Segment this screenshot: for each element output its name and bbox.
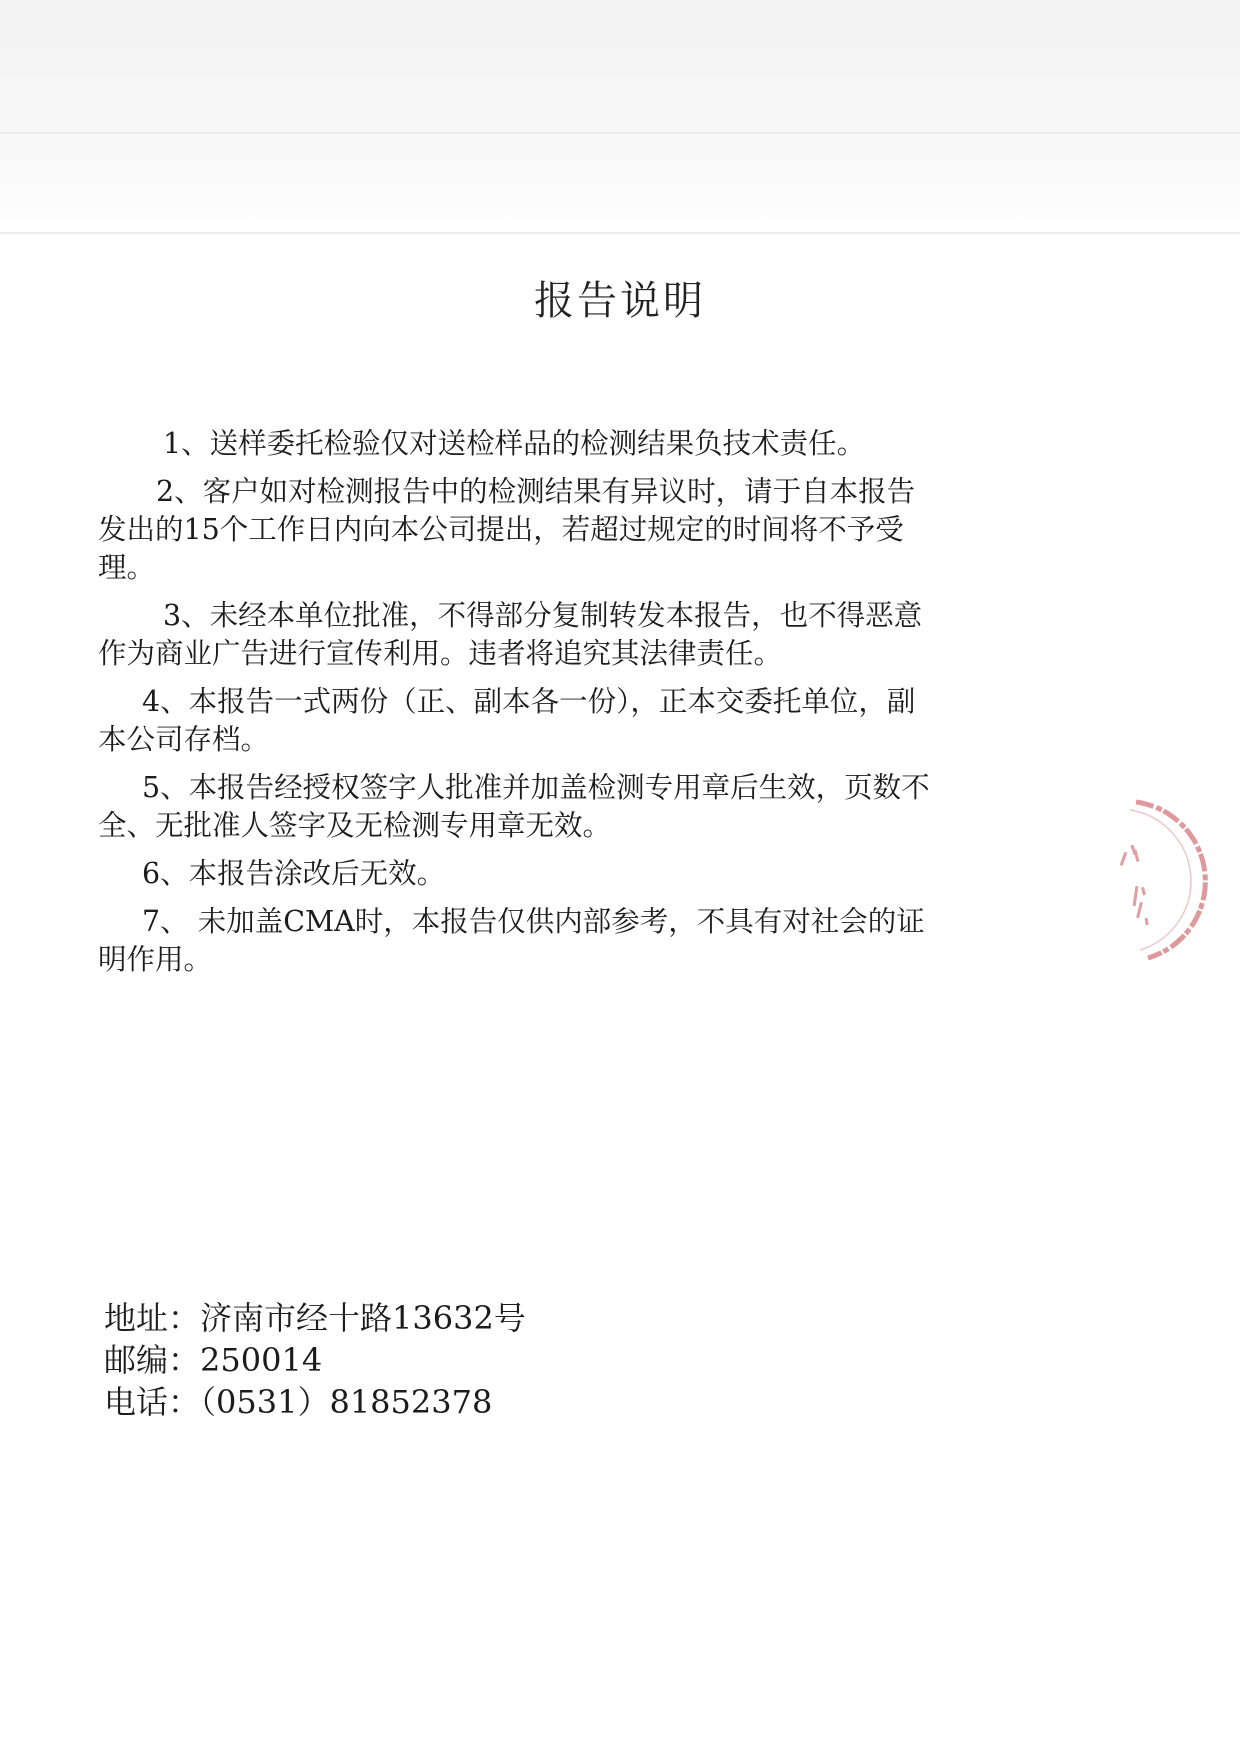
clause-7: 7、 未加盖CMA时，本报告仅供内部参考，不具有对社会的证明作用。	[98, 905, 925, 976]
address-label: 地址：	[104, 1299, 201, 1337]
phone-label: 电话：	[104, 1383, 201, 1421]
scan-artifact-line	[0, 232, 1240, 234]
address-value: 济南市经十路13632号	[200, 1299, 526, 1337]
phone-value: （0531）81852378	[200, 1383, 493, 1421]
report-notes	[98, 425, 943, 989]
contact-info	[104, 1297, 526, 1423]
clause-3: 3、未经本单位批准，不得部分复制转发本报告，也不得恶意作为商业广告进行宣传利用。违者将追究其法律责任。	[98, 599, 923, 670]
postcode-label: 邮编：	[104, 1341, 201, 1379]
scan-header-tint	[0, 0, 1240, 240]
phone-line	[104, 1381, 526, 1423]
page-title: 报告说明	[534, 278, 706, 324]
scan-artifact-line	[0, 132, 1240, 134]
clause-4: 4、本报告一式两份（正、副本各一份），正本交委托单位，副本公司存档。	[98, 685, 916, 756]
clause-2: 2、客户如对检测报告中的检测结果有异议时，请于自本报告发出的15个工作日内向本公司提出，若超过规定的时间将不予受理。	[98, 475, 916, 584]
address-line	[104, 1297, 526, 1339]
clause-6: 6、本报告涂改后无效。	[142, 857, 446, 890]
partial-seal-stamp	[1100, 790, 1240, 970]
postcode-line	[104, 1339, 526, 1381]
clause-5: 5、本报告经授权签字人批准并加盖检测专用章后生效，页数不全、无批准人签字及无检测专用章无效。	[98, 771, 930, 842]
clause-1: 1、送样委托检验仅对送检样品的检测结果负技术责任。	[163, 427, 866, 460]
postcode-value: 250014	[200, 1341, 323, 1379]
